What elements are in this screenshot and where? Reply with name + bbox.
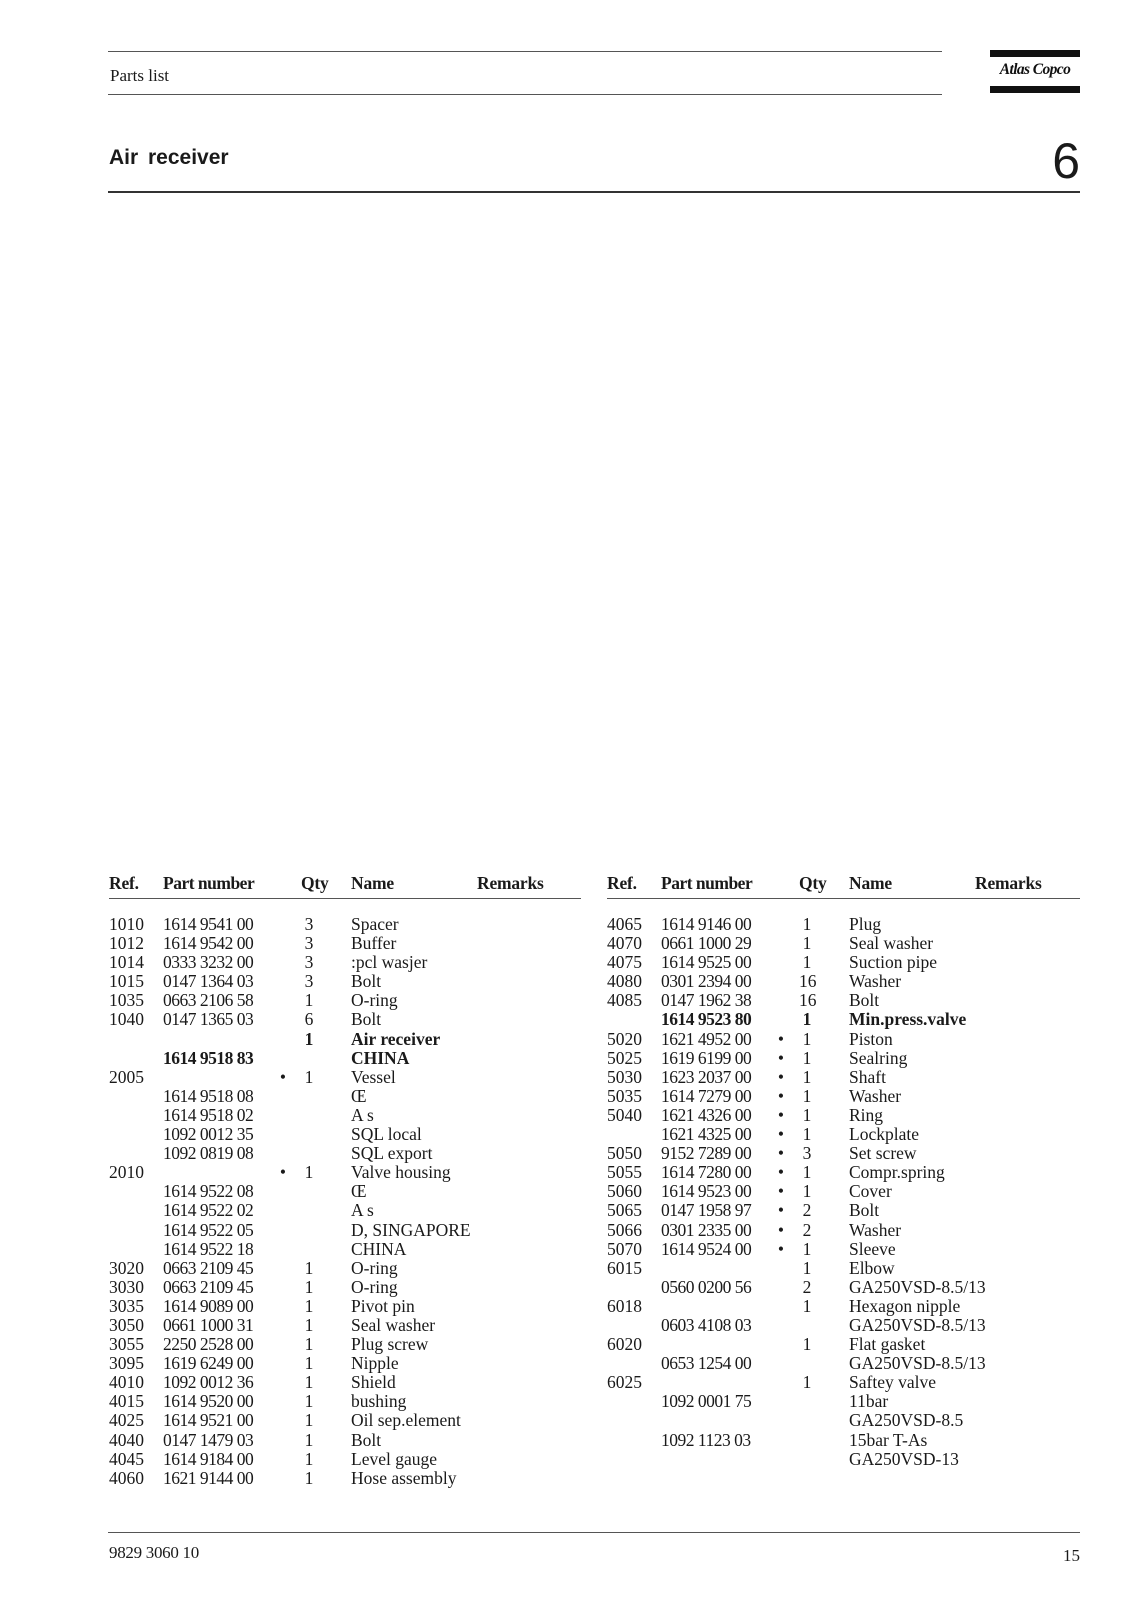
part-number-cell: 1614 9146 00	[661, 914, 752, 934]
col-qty-header: Qty	[301, 873, 329, 893]
table-row	[607, 1373, 1080, 1392]
bullet-marker: •	[777, 1066, 785, 1087]
logo-top-bar	[990, 50, 1080, 57]
name-cell: Bolt	[849, 990, 880, 1011]
name-cell: Sleeve	[849, 1238, 896, 1259]
qty-cell: 1	[802, 1334, 812, 1355]
table-row	[607, 1259, 1080, 1278]
name-cell: Cover	[849, 1181, 892, 1202]
table-row	[109, 1030, 581, 1049]
footer-rule	[108, 1532, 1080, 1533]
ref-cell: 5066	[607, 1219, 642, 1240]
part-number-cell: 1614 7279 00	[661, 1085, 752, 1106]
qty-cell: 16	[799, 990, 817, 1011]
table-row	[607, 972, 1080, 991]
qty-cell: 1	[802, 1047, 812, 1068]
atlas-copco-logo	[990, 50, 1080, 94]
table-row	[607, 1068, 1080, 1087]
name-cell: Air receiver	[351, 1028, 441, 1049]
qty-cell: 1	[304, 1028, 314, 1049]
name-cell: Plug	[849, 914, 882, 934]
part-number-cell: 1614 9522 05	[163, 1219, 254, 1240]
table-row	[607, 1411, 1080, 1430]
ref-cell: 4025	[109, 1410, 144, 1431]
part-number-cell: 0661 1000 29	[661, 933, 752, 954]
part-number-cell: 1092 1123 03	[661, 1429, 751, 1450]
table-row	[109, 1087, 581, 1106]
table-row	[109, 1163, 581, 1182]
part-number-cell: 0301 2394 00	[661, 971, 752, 992]
table-row	[607, 1278, 1080, 1297]
part-number-cell: 1092 0819 08	[163, 1143, 254, 1164]
section-title: Air receiver	[109, 146, 229, 169]
name-cell: 15bar T-As	[849, 1429, 928, 1450]
table-row	[607, 1106, 1080, 1125]
qty-cell: 1	[802, 1104, 812, 1125]
ref-cell: 4070	[607, 933, 642, 954]
ref-cell: 4065	[607, 914, 642, 934]
name-cell: GA250VSD-8.5/13	[849, 1276, 986, 1297]
bullet-marker: •	[279, 1162, 287, 1183]
name-cell: Ring	[849, 1104, 884, 1125]
bullet-marker: •	[777, 1200, 785, 1221]
qty-cell: 3	[304, 971, 314, 992]
table-row	[109, 1125, 581, 1144]
qty-cell: 1	[802, 1257, 812, 1278]
ref-cell: 4060	[109, 1467, 144, 1488]
name-cell: SQL export	[351, 1143, 433, 1164]
name-cell: GA250VSD-8.5/13	[849, 1314, 986, 1335]
name-cell: bushing	[351, 1391, 407, 1412]
table-row	[607, 1087, 1080, 1106]
part-number-cell: 1614 9522 02	[163, 1200, 254, 1221]
ref-cell: 3050	[109, 1314, 144, 1335]
ref-cell: 3055	[109, 1334, 144, 1355]
table-row	[607, 915, 1080, 934]
qty-cell: 1	[802, 1162, 812, 1183]
table-row	[607, 953, 1080, 972]
table-row	[109, 934, 581, 953]
logo-bottom-bar	[990, 86, 1080, 93]
part-number-cell: 1614 9523 80	[661, 1009, 752, 1030]
table-row	[109, 1144, 581, 1163]
name-cell: Seal washer	[351, 1314, 436, 1335]
qty-cell: 1	[802, 1009, 812, 1030]
part-number-cell: 1092 0012 35	[163, 1124, 254, 1145]
name-cell: GA250VSD-8.5/13	[849, 1353, 986, 1374]
ref-cell: 5025	[607, 1047, 642, 1068]
table-header	[109, 873, 581, 895]
part-number-cell: 0147 1364 03	[163, 971, 254, 992]
name-cell: Bolt	[351, 971, 382, 992]
qty-cell: 2	[802, 1219, 812, 1240]
table-row	[109, 972, 581, 991]
table-row	[109, 1469, 581, 1488]
name-cell: Min.press.valve	[849, 1009, 967, 1030]
part-number-cell: 1614 9522 08	[163, 1181, 254, 1202]
table-row	[109, 1373, 581, 1392]
col-ref-header: Ref.	[109, 873, 139, 893]
qty-cell: 1	[304, 1314, 314, 1335]
qty-cell: 1	[802, 1181, 812, 1202]
ref-cell: 4045	[109, 1448, 144, 1469]
part-number-cell: 1614 9522 18	[163, 1238, 254, 1259]
header-label: Parts list	[110, 66, 170, 85]
part-number-cell: 1614 9518 83	[163, 1047, 254, 1068]
col-remarks-header: Remarks	[975, 873, 1042, 893]
ref-cell: 1010	[109, 914, 144, 934]
section-rule	[108, 191, 1080, 193]
bullet-marker: •	[777, 1162, 785, 1183]
table-row	[109, 1392, 581, 1411]
part-number-cell: 0147 1479 03	[163, 1429, 254, 1450]
name-cell: Œ	[351, 1085, 367, 1106]
ref-cell: 5020	[607, 1028, 642, 1049]
ref-cell: 5050	[607, 1143, 642, 1164]
ref-cell: 5070	[607, 1238, 642, 1259]
part-number-cell: 0147 1958 97	[661, 1200, 752, 1221]
qty-cell: 1	[304, 1391, 314, 1412]
table-row	[109, 1221, 581, 1240]
qty-cell: 6	[304, 1009, 314, 1030]
parts-table-left	[109, 873, 581, 1488]
part-number-cell: 0560 0200 56	[661, 1276, 752, 1297]
table-row	[607, 934, 1080, 953]
table-row	[607, 1125, 1080, 1144]
ref-cell: 6015	[607, 1257, 642, 1278]
col-part-number-header: Part number	[163, 873, 255, 893]
name-cell: Nipple	[351, 1353, 399, 1374]
ref-cell: 2010	[109, 1162, 144, 1183]
qty-cell: 16	[799, 971, 817, 992]
name-cell: Shaft	[849, 1066, 886, 1087]
qty-cell: 1	[304, 1467, 314, 1488]
part-number-cell: 0661 1000 31	[163, 1314, 254, 1335]
qty-cell: 1	[802, 933, 812, 954]
part-number-cell: 1614 9524 00	[661, 1238, 752, 1259]
bullet-marker: •	[777, 1238, 785, 1259]
part-number-cell: 1614 9525 00	[661, 952, 752, 973]
ref-cell: 1014	[109, 952, 144, 973]
table-row	[607, 1335, 1080, 1354]
name-cell: Compr.spring	[849, 1162, 945, 1183]
name-cell: Oil sep.element	[351, 1410, 461, 1431]
qty-cell: 1	[802, 1124, 812, 1145]
qty-cell: 1	[304, 990, 314, 1011]
part-number-cell: 1619 6199 00	[661, 1047, 752, 1068]
name-cell: GA250VSD-13	[849, 1448, 959, 1469]
ref-cell: 4085	[607, 990, 642, 1011]
part-number-cell: 1614 9521 00	[163, 1410, 254, 1431]
part-number-cell: 0333 3232 00	[163, 952, 254, 973]
table-row	[607, 1450, 1080, 1469]
bullet-marker: •	[777, 1143, 785, 1164]
name-cell: Washer	[849, 971, 902, 992]
part-number-cell: 0663 2106 58	[163, 990, 254, 1011]
table-header	[607, 873, 1080, 895]
qty-cell: 1	[802, 952, 812, 973]
parts-table-right	[607, 873, 1080, 1469]
name-cell: Lockplate	[849, 1124, 919, 1145]
qty-cell: 1	[304, 1410, 314, 1431]
table-row	[607, 1163, 1080, 1182]
col-name-header: Name	[849, 873, 892, 893]
part-number-cell: 1092 0012 36	[163, 1372, 254, 1393]
part-number-cell: 1614 9520 00	[163, 1391, 254, 1412]
table-row	[109, 1297, 581, 1316]
table-row	[109, 953, 581, 972]
table-row	[109, 1201, 581, 1220]
qty-cell: 1	[304, 1372, 314, 1393]
name-cell: Seal washer	[849, 933, 934, 954]
name-cell: O-ring	[351, 990, 398, 1011]
name-cell: Saftey valve	[849, 1372, 936, 1393]
qty-cell: 1	[802, 914, 812, 934]
col-qty-header: Qty	[799, 873, 827, 893]
table-row	[607, 1010, 1080, 1029]
table-row	[607, 1392, 1080, 1411]
name-cell: SQL local	[351, 1124, 422, 1145]
part-number-cell: 1621 4325 00	[661, 1124, 752, 1145]
qty-cell: 3	[802, 1143, 812, 1164]
part-number-cell: 0147 1365 03	[163, 1009, 254, 1030]
page-number: 15	[1063, 1546, 1080, 1565]
qty-cell: 3	[304, 933, 314, 954]
table-row	[109, 1278, 581, 1297]
name-cell: GA250VSD-8.5	[849, 1410, 964, 1431]
table-row	[607, 1431, 1080, 1450]
ref-cell: 5060	[607, 1181, 642, 1202]
part-number-cell: 1614 7280 00	[661, 1162, 752, 1183]
qty-cell: 1	[304, 1276, 314, 1297]
name-cell: O-ring	[351, 1257, 398, 1278]
table-row	[109, 1354, 581, 1373]
qty-cell: 1	[304, 1257, 314, 1278]
table-row	[109, 1068, 581, 1087]
ref-cell: 5065	[607, 1200, 642, 1221]
table-row	[109, 1182, 581, 1201]
name-cell: Plug screw	[351, 1334, 429, 1355]
col-ref-header: Ref.	[607, 873, 637, 893]
document-code: 9829 3060 10	[109, 1543, 199, 1562]
table-row	[109, 1049, 581, 1068]
ref-cell: 3030	[109, 1276, 144, 1297]
header-bottom-rule	[108, 94, 942, 95]
name-cell: A s	[351, 1200, 374, 1221]
table-row	[109, 1335, 581, 1354]
name-cell: Set screw	[849, 1143, 917, 1164]
qty-cell: 1	[304, 1429, 314, 1450]
table-row	[607, 991, 1080, 1010]
ref-cell: 5055	[607, 1162, 642, 1183]
part-number-cell: 1619 6249 00	[163, 1353, 254, 1374]
part-number-cell: 1614 9523 00	[661, 1181, 752, 1202]
ref-cell: 3035	[109, 1295, 144, 1316]
table-row	[607, 1201, 1080, 1220]
name-cell: Buffer	[351, 933, 397, 954]
part-number-cell: 0663 2109 45	[163, 1257, 254, 1278]
part-number-cell: 1623 2037 00	[661, 1066, 752, 1087]
qty-cell: 1	[304, 1448, 314, 1469]
qty-cell: 2	[802, 1276, 812, 1297]
qty-cell: 1	[802, 1238, 812, 1259]
qty-cell: 1	[304, 1353, 314, 1374]
name-cell: D, SINGAPORE	[351, 1219, 471, 1240]
bullet-marker: •	[777, 1104, 785, 1125]
ref-cell: 4080	[607, 971, 642, 992]
table-header-rule	[109, 898, 581, 899]
ref-cell: 4040	[109, 1429, 144, 1450]
name-cell: Flat gasket	[849, 1334, 926, 1355]
table-row	[607, 1316, 1080, 1335]
part-number-cell: 0147 1962 38	[661, 990, 752, 1011]
part-number-cell: 1614 9541 00	[163, 914, 254, 934]
table-row	[607, 1030, 1080, 1049]
ref-cell: 3020	[109, 1257, 144, 1278]
name-cell: Vessel	[351, 1066, 396, 1087]
table-row	[109, 1106, 581, 1125]
ref-cell: 5030	[607, 1066, 642, 1087]
ref-cell: 1012	[109, 933, 144, 954]
table-row	[607, 1297, 1080, 1316]
qty-cell: 1	[802, 1372, 812, 1393]
ref-cell: 5035	[607, 1085, 642, 1106]
name-cell: Washer	[849, 1085, 902, 1106]
name-cell: Level gauge	[351, 1448, 437, 1469]
name-cell: Sealring	[849, 1047, 908, 1068]
part-number-cell: 1614 9518 08	[163, 1085, 254, 1106]
name-cell: 11bar	[849, 1391, 889, 1412]
name-cell: Valve housing	[351, 1162, 451, 1183]
bullet-marker: •	[777, 1085, 785, 1106]
part-number-cell: 2250 2528 00	[163, 1334, 254, 1355]
part-number-cell: 1092 0001 75	[661, 1391, 752, 1412]
name-cell: :pcl wasjer	[351, 952, 428, 973]
name-cell: Suction pipe	[849, 952, 937, 973]
table-row	[109, 1259, 581, 1278]
part-number-cell: 0301 2335 00	[661, 1219, 752, 1240]
name-cell: Spacer	[351, 914, 399, 934]
qty-cell: 1	[802, 1295, 812, 1316]
name-cell: Hexagon nipple	[849, 1295, 961, 1316]
name-cell: Piston	[849, 1028, 893, 1049]
ref-cell: 1035	[109, 990, 144, 1011]
ref-cell: 3095	[109, 1353, 144, 1374]
table-row	[607, 1144, 1080, 1163]
qty-cell: 1	[304, 1334, 314, 1355]
table-row	[109, 1411, 581, 1430]
name-cell: Bolt	[351, 1009, 382, 1030]
name-cell: CHINA	[351, 1238, 407, 1259]
table-row	[109, 915, 581, 934]
header-top-rule	[108, 51, 942, 52]
qty-cell: 1	[304, 1066, 314, 1087]
name-cell: CHINA	[351, 1047, 410, 1068]
ref-cell: 6020	[607, 1334, 642, 1355]
table-body	[109, 915, 581, 1488]
qty-cell: 1	[802, 1066, 812, 1087]
logo-text: Atlas Copco	[999, 61, 1071, 78]
table-row	[109, 1010, 581, 1029]
name-cell: Elbow	[849, 1257, 895, 1278]
part-number-cell: 1614 9518 02	[163, 1104, 254, 1125]
part-number-cell: 1621 4326 00	[661, 1104, 752, 1125]
ref-cell: 2005	[109, 1066, 144, 1087]
table-row	[607, 1354, 1080, 1373]
bullet-marker: •	[777, 1028, 785, 1049]
part-number-cell: 0603 4108 03	[661, 1314, 752, 1335]
table-row	[607, 1221, 1080, 1240]
col-remarks-header: Remarks	[477, 873, 544, 893]
table-row	[109, 1240, 581, 1259]
part-number-cell: 0663 2109 45	[163, 1276, 254, 1297]
part-number-cell: 1621 9144 00	[163, 1467, 254, 1488]
ref-cell: 1015	[109, 971, 144, 992]
name-cell: Shield	[351, 1372, 396, 1393]
bullet-marker: •	[777, 1181, 785, 1202]
col-part-number-header: Part number	[661, 873, 753, 893]
part-number-cell: 1614 9089 00	[163, 1295, 254, 1316]
table-body	[607, 915, 1080, 1469]
col-name-header: Name	[351, 873, 394, 893]
qty-cell: 3	[304, 914, 314, 934]
name-cell: Œ	[351, 1181, 367, 1202]
name-cell: O-ring	[351, 1276, 398, 1297]
qty-cell: 1	[304, 1162, 314, 1183]
table-row	[607, 1049, 1080, 1068]
ref-cell: 4010	[109, 1372, 144, 1393]
table-row	[607, 1240, 1080, 1259]
bullet-marker: •	[777, 1047, 785, 1068]
name-cell: Hose assembly	[351, 1467, 457, 1488]
ref-cell: 4015	[109, 1391, 144, 1412]
ref-cell: 6025	[607, 1372, 642, 1393]
section-number: 6	[1052, 133, 1080, 189]
table-header-rule	[607, 898, 1080, 899]
part-number-cell: 9152 7289 00	[661, 1143, 752, 1164]
name-cell: Washer	[849, 1219, 902, 1240]
table-row	[109, 1450, 581, 1469]
name-cell: Bolt	[849, 1200, 880, 1221]
part-number-cell: 1614 9184 00	[163, 1448, 254, 1469]
part-number-cell: 0653 1254 00	[661, 1353, 752, 1374]
bullet-marker: •	[777, 1219, 785, 1240]
name-cell: Pivot pin	[351, 1295, 415, 1316]
qty-cell: 1	[802, 1085, 812, 1106]
part-number-cell: 1621 4952 00	[661, 1028, 752, 1049]
qty-cell: 1	[304, 1295, 314, 1316]
bullet-marker: •	[279, 1066, 287, 1087]
qty-cell: 2	[802, 1200, 812, 1221]
ref-cell: 1040	[109, 1009, 144, 1030]
table-row	[109, 1316, 581, 1335]
qty-cell: 1	[802, 1028, 812, 1049]
name-cell: A s	[351, 1104, 374, 1125]
qty-cell: 3	[304, 952, 314, 973]
part-number-cell: 1614 9542 00	[163, 933, 254, 954]
table-row	[607, 1182, 1080, 1201]
name-cell: Bolt	[351, 1429, 382, 1450]
ref-cell: 5040	[607, 1104, 642, 1125]
table-row	[109, 1431, 581, 1450]
bullet-marker: •	[777, 1124, 785, 1145]
table-row	[109, 991, 581, 1010]
ref-cell: 4075	[607, 952, 642, 973]
ref-cell: 6018	[607, 1295, 642, 1316]
